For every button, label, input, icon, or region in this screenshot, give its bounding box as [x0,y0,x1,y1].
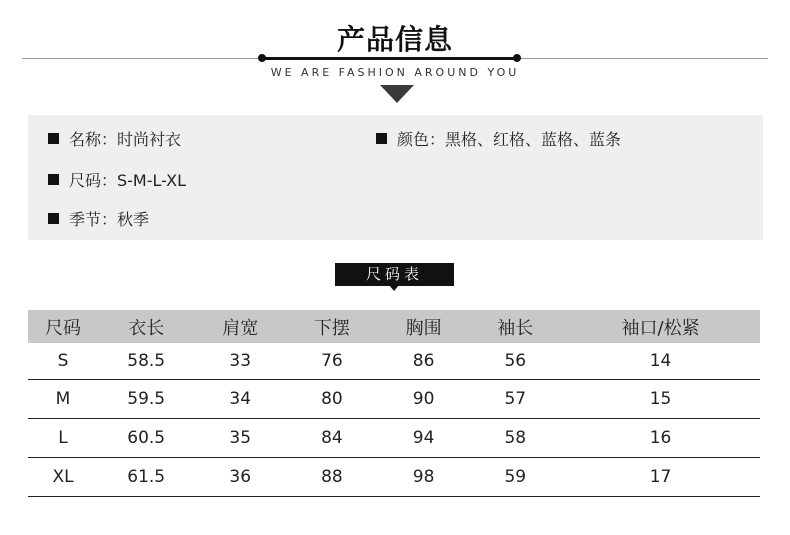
header-cell: 袖长 [469,310,561,343]
table-cell: 36 [194,457,286,496]
table-cell: M [28,379,98,418]
table-cell: 88 [286,457,378,496]
info-color-text: 颜色：黑格、红格、蓝格、蓝条 [397,130,622,149]
down-arrow-icon [380,85,414,103]
info-name [48,127,181,150]
table-cell: 76 [286,343,378,379]
size-chart-badge: 尺码表 [335,263,454,286]
table-cell: XL [28,457,98,496]
table-cell: 33 [194,343,286,379]
table-cell: S [28,343,98,379]
table-cell: 90 [378,379,470,418]
info-name-text: 名称：时尚衬衣 [69,130,182,149]
table-row [28,343,760,379]
title-underline [261,57,517,60]
divider-dot-left [258,54,266,62]
table-cell: L [28,418,98,457]
table-cell: 94 [378,418,470,457]
info-color [376,127,621,150]
size-table [28,310,760,497]
table-cell: 34 [194,379,286,418]
divider-dot-right [513,54,521,62]
bullet-square-icon [48,213,59,224]
table-cell: 56 [469,343,561,379]
table-row [28,379,760,418]
table-cell: 60.5 [98,418,194,457]
bullet-square-icon [48,133,59,144]
table-cell: 17 [561,457,760,496]
table-cell: 80 [286,379,378,418]
table-cell: 58 [469,418,561,457]
bullet-square-icon [376,133,387,144]
page-subtitle: WE ARE FASHION AROUND YOU [270,66,520,79]
table-cell: 14 [561,343,760,379]
bullet-square-icon [48,174,59,185]
table-cell: 59.5 [98,379,194,418]
info-season [48,207,149,230]
table-cell: 58.5 [98,343,194,379]
info-size [48,168,186,191]
page-title: 产品信息 [336,23,453,56]
header-cell: 尺码 [28,310,98,343]
header-cell: 胸围 [378,310,470,343]
header-cell: 衣长 [98,310,194,343]
info-size-text: 尺码：S-M-L-XL [69,171,186,190]
table-cell: 16 [561,418,760,457]
header-cell: 袖口/松紧 [561,310,760,343]
badge-pointer-icon [389,285,399,291]
table-cell: 57 [469,379,561,418]
info-season-text: 季节：秋季 [69,210,150,229]
table-cell: 84 [286,418,378,457]
table-row [28,457,760,496]
table-cell: 59 [469,457,561,496]
size-table-header [28,310,760,343]
header-cell: 下摆 [286,310,378,343]
table-cell: 98 [378,457,470,496]
table-cell: 86 [378,343,470,379]
table-cell: 35 [194,418,286,457]
table-row [28,418,760,457]
table-cell: 15 [561,379,760,418]
table-cell: 61.5 [98,457,194,496]
header-cell: 肩宽 [194,310,286,343]
